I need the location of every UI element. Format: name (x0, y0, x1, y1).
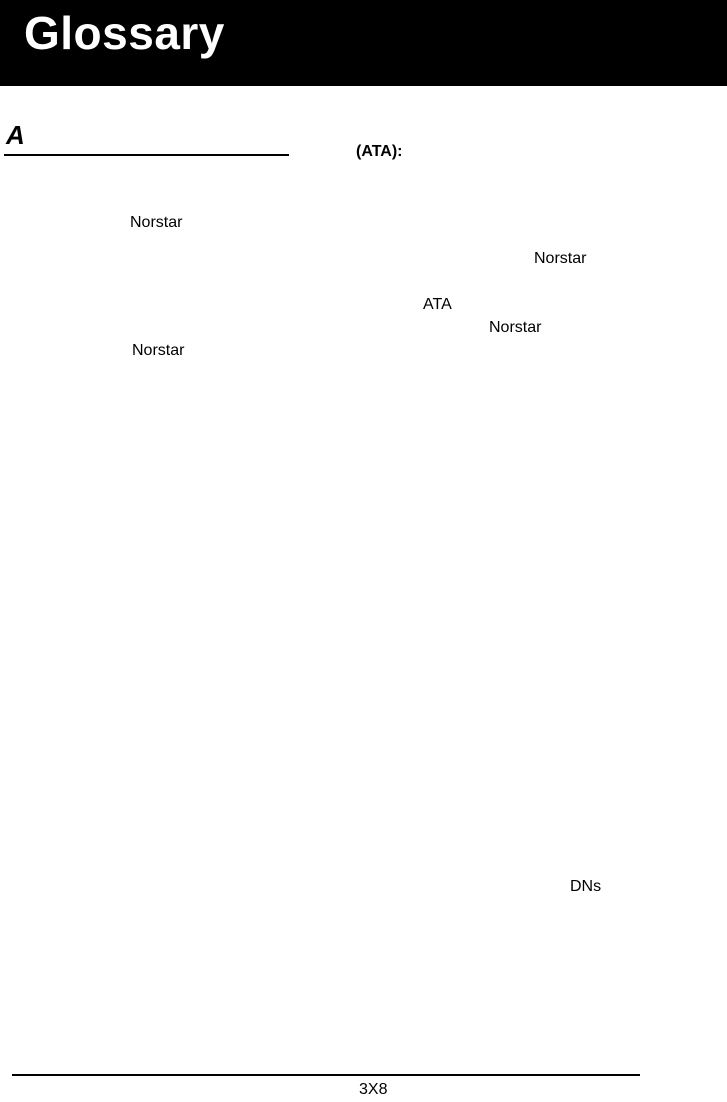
text-norstar: Norstar (534, 250, 587, 267)
text-dns: DNs (570, 878, 602, 895)
text-norstar: Norstar (489, 319, 542, 336)
section-letter: A (6, 120, 25, 150)
header-banner (0, 0, 727, 86)
footer-divider (12, 1074, 640, 1076)
page-number: 3X8 (359, 1081, 388, 1098)
text-norstar: Norstar (130, 214, 183, 231)
section-divider (4, 154, 289, 156)
text-norstar: Norstar (132, 342, 185, 359)
page-title: Glossary (24, 7, 225, 59)
term-ata-label: (ATA): (356, 143, 403, 160)
text-ata: ATA (423, 296, 452, 313)
